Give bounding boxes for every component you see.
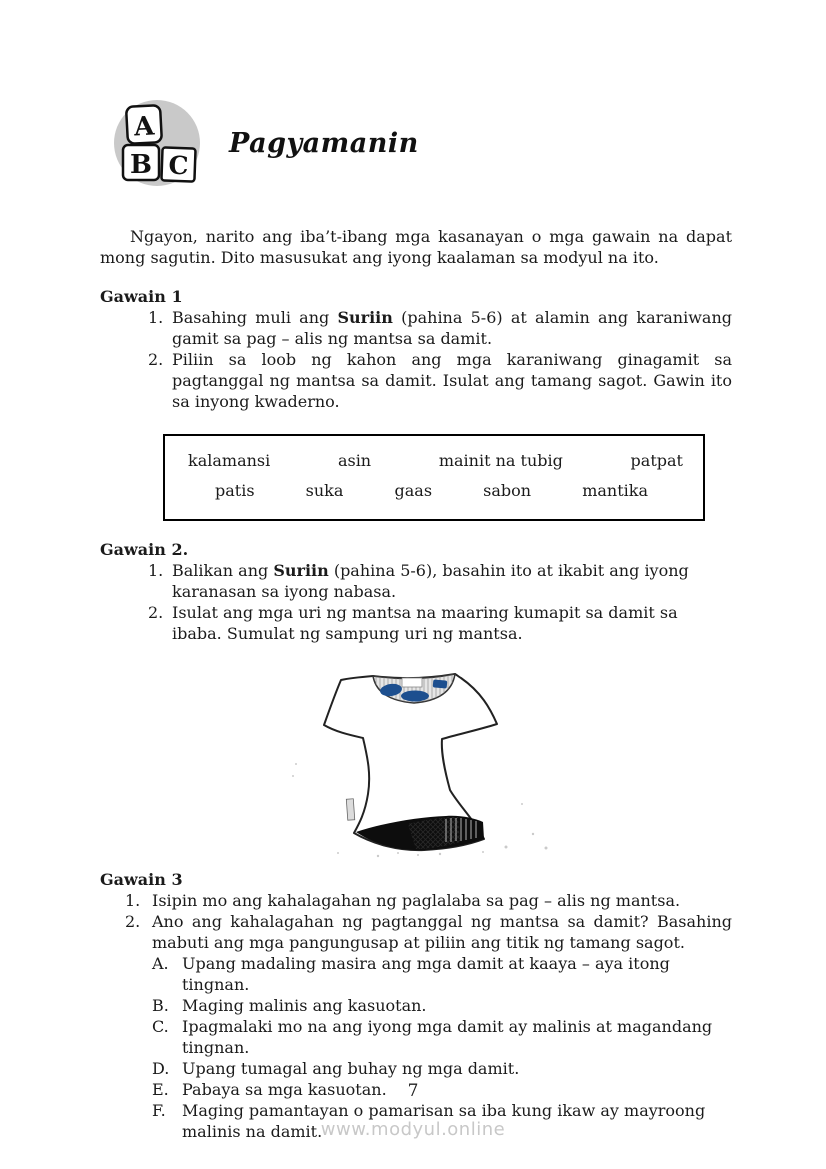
word-item: suka xyxy=(305,481,344,500)
gawain-2-item-1 xyxy=(100,560,732,602)
option-text: Ipagmalaki mo na ang iyong mga damit ay malinis at magandang tingnan. xyxy=(182,1017,713,1057)
option-letter: D. xyxy=(152,1059,170,1078)
option-letter: B. xyxy=(152,996,169,1015)
gawain-1-item-2 xyxy=(100,349,732,412)
item-text-bold: Suriin xyxy=(337,308,393,327)
page-header xyxy=(113,99,419,187)
page-title: Pagyamanin xyxy=(229,127,419,159)
item-number: 2. xyxy=(125,912,141,931)
item-number: 1. xyxy=(148,561,164,580)
option-item-a xyxy=(100,953,732,995)
item-number: 1. xyxy=(125,891,141,910)
item-number: 2. xyxy=(148,350,164,369)
option-letter: E. xyxy=(152,1080,169,1099)
item-number: 1. xyxy=(148,308,164,327)
gawain-3-item-1 xyxy=(100,890,732,911)
block-letter-b: B xyxy=(130,150,152,180)
option-letter: C. xyxy=(152,1017,169,1036)
gawain-1-heading: Gawain 1 xyxy=(100,287,183,306)
gawain-2-heading: Gawain 2. xyxy=(100,540,189,559)
watermark: www.modyul.online xyxy=(320,1119,506,1140)
item-number: 2. xyxy=(148,603,164,622)
gawain-2-item-2 xyxy=(100,602,732,644)
option-letter: A. xyxy=(152,954,169,973)
option-item-b xyxy=(100,995,732,1016)
intro-paragraph: Ngayon, narito ang iba’t-ibang mga kasanayan o mga gawain na dapat mong sagutin. Dito masusukat ang iyong kaalaman sa modyul na ito. xyxy=(100,227,732,267)
item-text: Basahing muli ang xyxy=(172,308,338,327)
block-letter-a: A xyxy=(133,111,155,143)
item-text: Piliin sa loob ng kahon ang mga karaniwang ginagamit sa pagtanggal ng mantsa sa damit. Isulat ang tamang sagot. Gawin ito sa inyong kwaderno. xyxy=(172,350,732,411)
option-text: Upang tumagal ang buhay ng mga damit. xyxy=(182,1059,520,1078)
word-item: kalamansi xyxy=(188,451,271,470)
gawain-3-section xyxy=(100,869,732,1142)
word-item: mantika xyxy=(582,481,648,500)
option-text: Pabaya sa mga kasuotan. xyxy=(182,1080,387,1099)
option-item-c xyxy=(100,1016,732,1058)
gawain-3-heading: Gawain 3 xyxy=(100,870,183,889)
item-text: (pahina 5-6), basahin ito at ikabit ang iyong karanasan sa iyong nabasa. xyxy=(172,561,689,601)
word-item: asin xyxy=(337,451,372,470)
word-box-row-2 xyxy=(165,480,703,501)
item-text-bold: Suriin xyxy=(273,561,329,580)
item-text: Isulat ang mga uri ng mantsa na maaring kumapit sa damit sa ibaba. Sumulat ng sampung uri ng mantsa. xyxy=(172,603,678,643)
tshirt-illustration xyxy=(278,652,732,863)
word-item: patpat xyxy=(630,451,683,470)
word-box xyxy=(163,434,705,521)
item-text: Ano ang kahalagahan ng pagtanggal ng mantsa sa damit? Basahing mabuti ang mga pangungusap at piliin ang titik ng tamang sagot. xyxy=(152,912,732,952)
word-item: gaas xyxy=(394,481,433,500)
word-box-row-1 xyxy=(165,450,703,471)
tshirt-drawing xyxy=(278,652,568,858)
abc-blocks-icon xyxy=(113,99,201,187)
item-text: Isipin mo ang kahalagahan ng paglalaba sa pag – alis ng mantsa. xyxy=(152,891,681,910)
gawain-3-item-2 xyxy=(100,911,732,953)
option-text: Maging pamantayan o pamarisan sa iba kung ikaw ay mayroong malinis na damit. xyxy=(182,1101,706,1141)
word-item: patis xyxy=(215,481,255,500)
content xyxy=(100,226,732,1142)
item-text: Balikan ang xyxy=(172,561,274,580)
word-item: sabon xyxy=(483,481,532,500)
block-letter-c: C xyxy=(167,150,189,181)
option-item-d xyxy=(100,1058,732,1079)
word-item: mainit na tubig xyxy=(438,451,563,470)
page-number: 7 xyxy=(407,1081,419,1101)
option-text: Upang madaling masira ang mga damit at kaaya – aya itong tingnan. xyxy=(182,954,670,994)
item-text: (pahina 5-6) at alamin ang karaniwang gamit sa pag – alis ng mantsa sa damit. xyxy=(172,308,732,348)
gawain-1-item-1 xyxy=(100,307,732,349)
option-text: Maging malinis ang kasuotan. xyxy=(182,996,427,1015)
option-letter: F. xyxy=(152,1101,166,1120)
